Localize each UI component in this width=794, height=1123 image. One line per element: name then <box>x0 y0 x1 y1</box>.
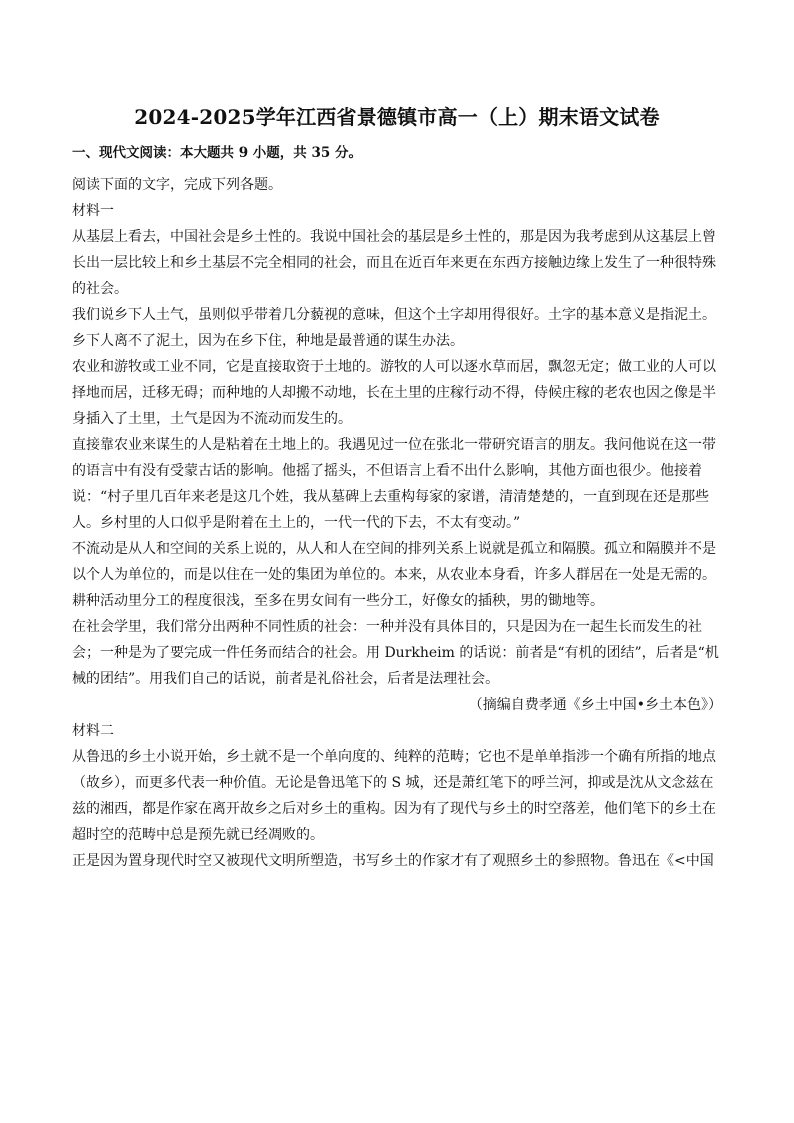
instruction-text: 阅读下面的文字，完成下列各题。 <box>72 177 282 193</box>
paragraph: 正是因为置身现代时空又被现代文明所塑造，书写乡土的作家才有了观照乡土的参照物。鲁迅在《<中国 <box>72 853 714 869</box>
paragraph: 在社会学里，我们常分出两种不同性质的社会：一种并没有具体目的，只是因为在一起生长而发生的社会；一种是为了要完成一件任务而结合的社会。用 Durkheim 的话说：前者是“有机的团结”，后者是“机械的团结”。用我们自己的话说，前者是礼俗社会，后者是法理社会。 <box>72 619 719 687</box>
document-title: 2024-2025学年江西省景德镇市高一（上）期末语文试卷 <box>134 105 660 129</box>
paragraph: 从鲁迅的乡土小说开始，乡土就不是一个单向度的、纯粹的范畴；它也不是单单指涉一个确有所指的地点（故乡），而更多代表一种价值。无论是鲁迅笔下的 S 城，还是萧红笔下的呼兰河，抑或是沈从文念兹在兹的湘西，都是作家在离开故乡之后对乡土的重构。因为有了现代与乡土的时空落差，他们笔下的乡土在超时空的范畴中总是预先就已经凋败的。 <box>72 749 716 843</box>
paragraph: 农业和游牧或工业不同，它是直接取资于土地的。游牧的人可以逐水草而居，飘忽无定；做工业的人可以择地而居，迁移无碍；而种地的人却搬不动地，长在土里的庄稼行动不得，侍候庄稼的老农也因之像是半身插入了土里，土气是因为不流动而发生的。 <box>72 359 716 427</box>
reading-passage <box>72 172 722 874</box>
material1-heading: 材料一 <box>72 203 114 219</box>
paragraph: 从基层上看去，中国社会是乡土性的。我说中国社会的基层是乡土性的，那是因为我考虑到从这基层上曾长出一层比较上和乡土基层不完全相同的社会，而且在近百年来更在东西方接触边缘上发生了一种很特殊的社会。 <box>72 229 716 297</box>
section-heading: 一、现代文阅读：本大题共 9 小题，共 35 分。 <box>72 145 362 161</box>
paragraph: 不流动是从人和空间的关系上说的，从人和人在空间的排列关系上说就是孤立和隔膜。孤立和隔膜并不是以个人为单位的，而是以住在一处的集团为单位的。本来，从农业本身看，许多人群居在一处是无需的。耕种活动里分工的程度很浅，至多在男女间有一些分工，好像女的插秧，男的锄地等。 <box>72 541 716 609</box>
material2-heading: 材料二 <box>72 723 114 739</box>
material1-citation: （摘编自费孝通《乡土中国•乡土本色》） <box>468 697 722 713</box>
paragraph: 我们说乡下人土气，虽则似乎带着几分藐视的意味，但这个土字却用得很好。土字的基本意义是指泥土。乡下人离不了泥土，因为在乡下住，种地是最普通的谋生办法。 <box>72 307 716 349</box>
paragraph: 直接靠农业来谋生的人是粘着在土地上的。我遇见过一位在张北一带研究语言的朋友。我问他说在这一带的语言中有没有受蒙古话的影响。他摇了摇头，不但语言上看不出什么影响，其他方面也很少。他接着说：“村子里几百年来老是这几个姓，我从墓碑上去重构每家的家谱，清清楚楚的，一直到现在还是那些人。乡村里的人口似乎是附着在土上的，一代一代的下去，不太有变动。” <box>72 437 716 531</box>
